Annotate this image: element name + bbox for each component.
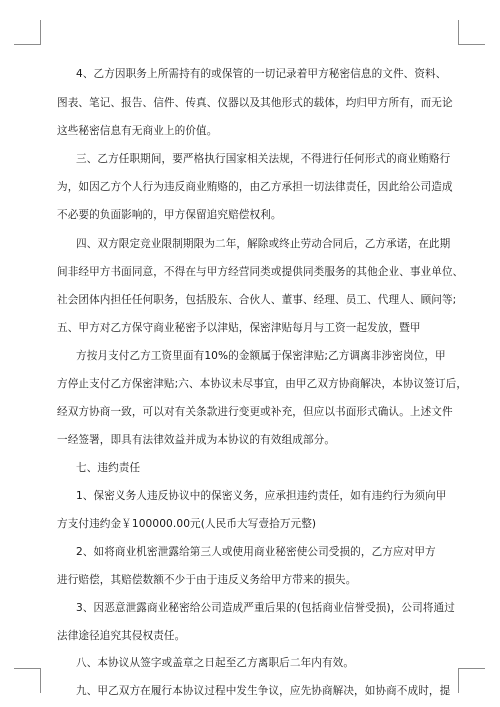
body-line-10: 五、甲方对乙方保守商业秘密予以津贴，保密津贴每月与工资一起发放，暨甲 <box>57 322 421 334</box>
body-line-13: 经双方协商一致，可以对有关条款进行变更或补充，但应以书面形式确认。上述文件 <box>57 406 453 418</box>
body-line-8: 间非经甲方书面同意，不得在与甲方经营同类或提供同类服务的其他企业、事业单位、 <box>57 266 464 278</box>
body-line-14: 一经签署，即具有法律效益并成为本协议的有效组成部分。 <box>57 434 336 446</box>
body-line-4: 三、乙方任职期间，要严格执行国家相关法规，不得进行任何形式的商业贿赂行 <box>76 153 451 165</box>
body-line-23: 九、甲乙双方在履行本协议过程中发生争议，应先协商解决，如协商不成时，提 <box>76 685 451 697</box>
body-line-12: 方停止支付乙方保密津贴;六、本协议未尽事宜，由甲乙双方协商解决，本协议签订后， <box>57 378 468 390</box>
body-line-19: 进行赔偿，其赔偿数额不少于由于违反义务给甲方带来的损失。 <box>57 574 357 586</box>
body-line-17: 方支付违约金￥100000.00元(人民币大写壹拾万元整) <box>57 518 317 530</box>
body-line-9: 社会团体内担任任何职务，包括股东、合伙人、董事、经理、员工、代理人、顾问等; <box>57 294 457 306</box>
body-line-1: 4、乙方因职务上所需持有的或保管的一切记录着甲方秘密信息的文件、资料、 <box>76 68 447 80</box>
body-line-18: 2、如将商业机密泄露给第三人或使用商业秘密使公司受损的，乙方应对甲方 <box>76 546 436 558</box>
section-heading-breach: 七、违约责任 <box>76 462 141 474</box>
body-line-21: 法律途径追究其侵权责任。 <box>57 630 186 642</box>
body-line-11: 方按月支付乙方工资里面有10%的金额属于保密津贴;乙方调离非涉密岗位，甲 <box>76 350 446 362</box>
body-line-7: 四、双方限定竞业限制期限为二年，解除或终止劳动合同后，乙方承诺，在此期 <box>76 238 451 250</box>
body-line-5: 为，如因乙方个人行为违反商业贿赂的，由乙方承担一切法律责任，因此给公司造成 <box>57 181 453 193</box>
body-line-16: 1、保密义务人违反协议中的保密义务，应承担违约责任，如有违约行为须向甲 <box>76 490 447 502</box>
body-line-3: 这些秘密信息有无商业上的价值。 <box>57 125 218 137</box>
body-line-2: 图表、笔记、报告、信件、传真、仪器以及其他形式的载体，均归甲方所有，而无论 <box>57 97 453 109</box>
body-line-6: 不必要的负面影响的，甲方保留追究赔偿权利。 <box>57 209 282 221</box>
body-line-20: 3、因恶意泄露商业秘密给公司造成严重后果的(包括商业信誉受损)，公司将通过 <box>76 602 455 614</box>
body-line-22: 八、本协议从签字或盖章之日起至乙方离职后二年内有效。 <box>76 657 355 669</box>
